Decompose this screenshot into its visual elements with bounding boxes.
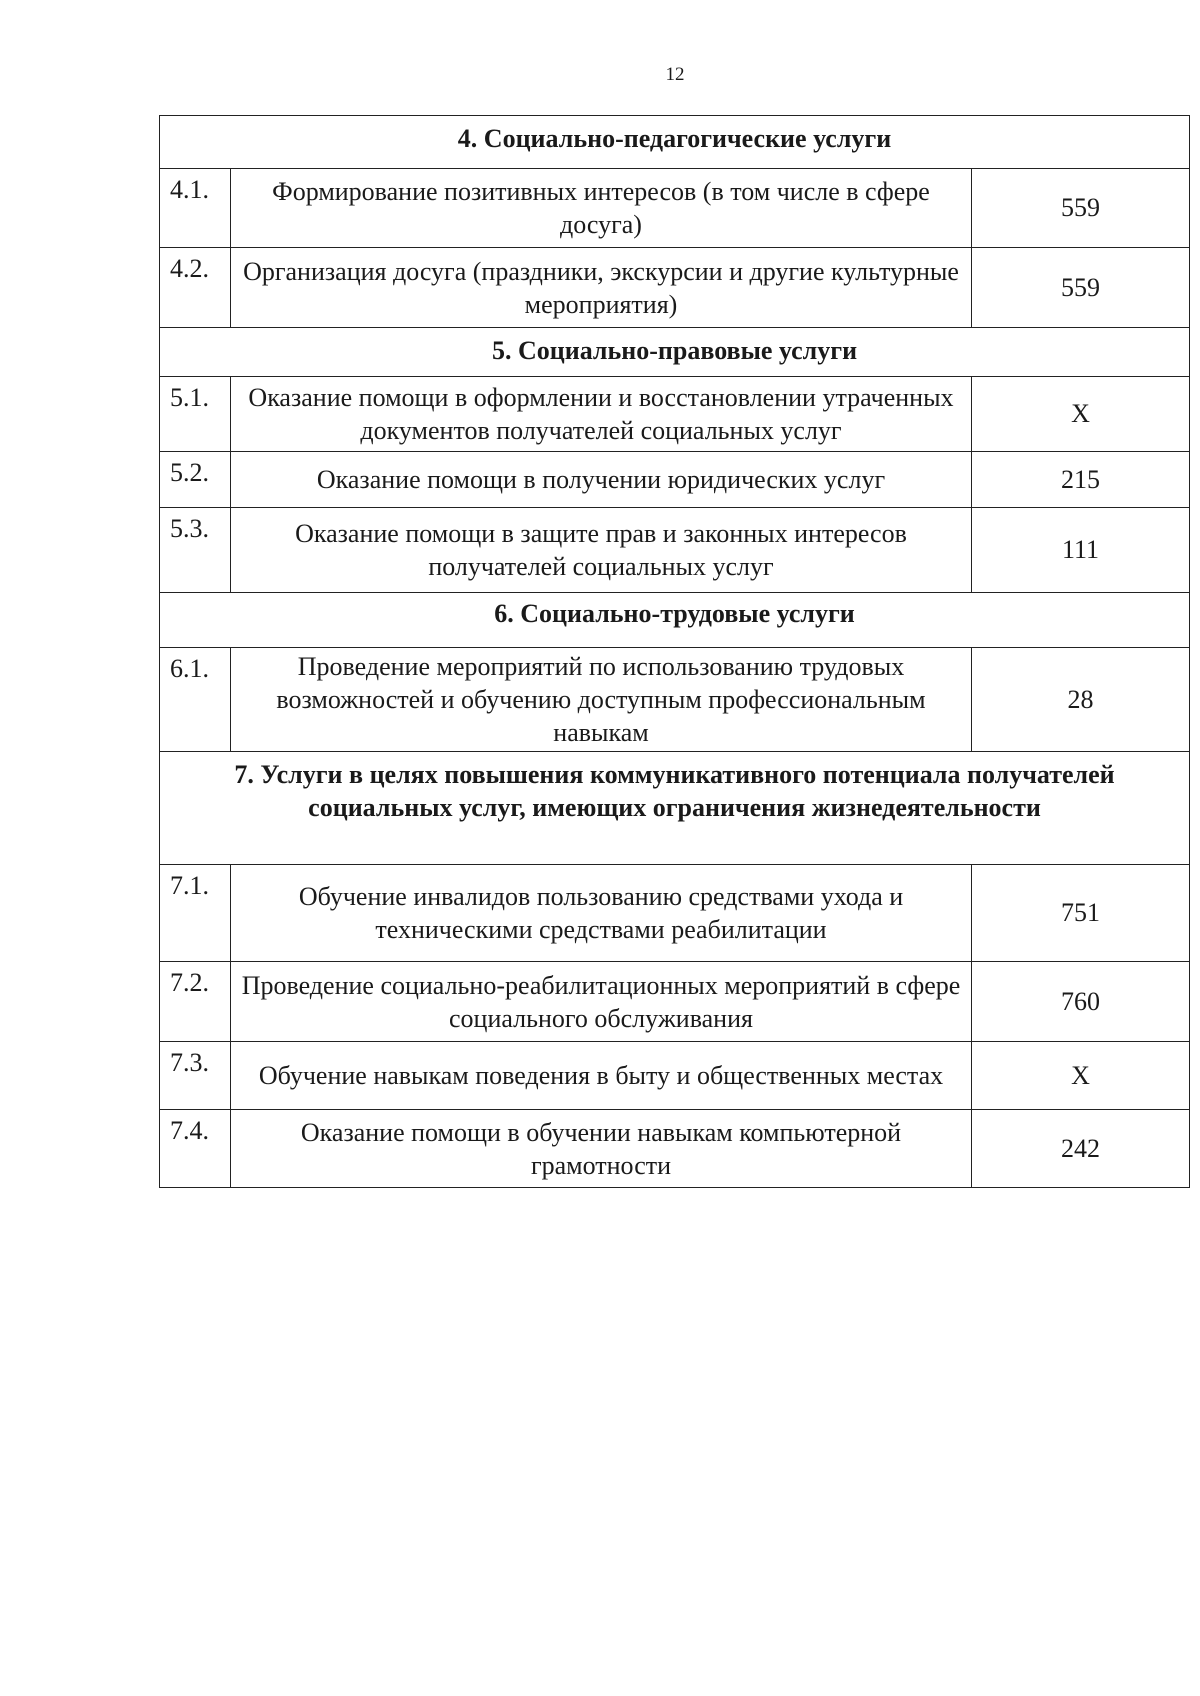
service-value: 559	[972, 169, 1190, 248]
row-number: 5.2.	[160, 452, 231, 508]
section-header-row	[160, 752, 1190, 865]
service-value: 559	[972, 248, 1190, 328]
table-row	[160, 1110, 1190, 1188]
service-name: Проведение социально-реабилитационных мероприятий в сфере социального обслуживания	[231, 962, 972, 1042]
row-number: 4.2.	[160, 248, 231, 328]
section-title: 7. Услуги в целях повышения коммуникативного потенциала получателей социальных услуг, имеющих ограничения жизнедеятельности	[160, 752, 1190, 865]
services-table	[159, 115, 1190, 1188]
service-value: Х	[972, 377, 1190, 452]
service-value: Х	[972, 1042, 1190, 1110]
table-row	[160, 508, 1190, 593]
table-row	[160, 648, 1190, 752]
service-name: Обучение навыкам поведения в быту и общественных местах	[231, 1042, 972, 1110]
section-header-row	[160, 116, 1190, 169]
service-name: Оказание помощи в оформлении и восстановлении утраченных документов получателей социальных услуг	[231, 377, 972, 452]
row-number: 7.2.	[160, 962, 231, 1042]
page-number: 12	[665, 64, 685, 85]
service-name: Оказание помощи в обучении навыкам компьютерной грамотности	[231, 1110, 972, 1188]
row-number: 7.4.	[160, 1110, 231, 1188]
table-row	[160, 377, 1190, 452]
service-name: Проведение мероприятий по использованию трудовых возможностей и обучению доступным профессиональным навыкам	[231, 648, 972, 752]
service-value: 751	[972, 865, 1190, 962]
row-number: 5.3.	[160, 508, 231, 593]
table-row	[160, 865, 1190, 962]
table-row	[160, 169, 1190, 248]
section-header-row	[160, 593, 1190, 648]
service-value: 28	[972, 648, 1190, 752]
service-name: Оказание помощи в получении юридических услуг	[231, 452, 972, 508]
table-row	[160, 248, 1190, 328]
service-name: Формирование позитивных интересов (в том числе в сфере досуга)	[231, 169, 972, 248]
service-name: Организация досуга (праздники, экскурсии и другие культурные мероприятия)	[231, 248, 972, 328]
service-value: 215	[972, 452, 1190, 508]
table-row	[160, 452, 1190, 508]
service-value: 242	[972, 1110, 1190, 1188]
section-header-row	[160, 328, 1190, 377]
row-number: 5.1.	[160, 377, 231, 452]
service-name: Оказание помощи в защите прав и законных интересов получателей социальных услуг	[231, 508, 972, 593]
service-value: 111	[972, 508, 1190, 593]
section-title: 4. Социально-педагогические услуги	[160, 116, 1190, 169]
row-number: 6.1.	[160, 648, 231, 752]
section-title: 5. Социально-правовые услуги	[160, 328, 1190, 377]
service-value: 760	[972, 962, 1190, 1042]
section-title: 6. Социально-трудовые услуги	[160, 593, 1190, 648]
table-row	[160, 962, 1190, 1042]
table-row	[160, 1042, 1190, 1110]
row-number: 7.3.	[160, 1042, 231, 1110]
row-number: 4.1.	[160, 169, 231, 248]
row-number: 7.1.	[160, 865, 231, 962]
service-name: Обучение инвалидов пользованию средствами ухода и техническими средствами реабилитации	[231, 865, 972, 962]
